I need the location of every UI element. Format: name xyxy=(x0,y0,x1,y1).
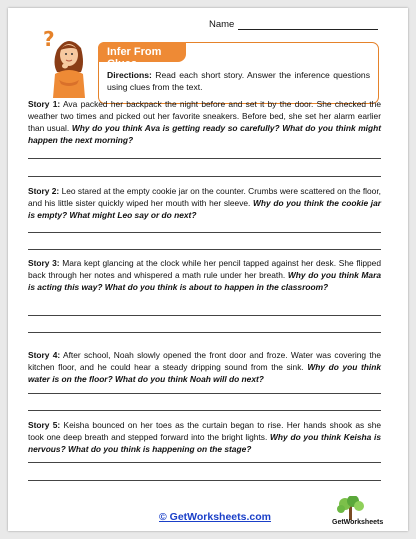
story-label: Story 1: xyxy=(28,99,61,109)
story-text: Leo stared at the empty cookie jar on the counter. Crumbs were scattered on the floor, and his little sister quickly wiped her mouth with her sleeve. xyxy=(28,186,381,208)
answer-line[interactable] xyxy=(28,332,381,333)
story-4 xyxy=(28,349,381,385)
answer-line[interactable] xyxy=(28,410,381,411)
story-question: Why do you think Ava is getting ready so carefully? What do you think might happen the next morning? xyxy=(28,123,381,145)
title-box xyxy=(98,42,379,104)
thinking-girl-icon xyxy=(43,28,93,98)
directions-text: Read each short story. Answer the inference questions using clues from the text. xyxy=(107,70,370,92)
answer-line[interactable] xyxy=(28,480,381,481)
worksheet-page xyxy=(8,8,408,531)
answer-line[interactable] xyxy=(28,393,381,394)
story-question: Why do you think Keisha is nervous? What do you think is happening on the stage? xyxy=(28,432,381,454)
worksheet-title: Infer From Clues xyxy=(107,46,162,70)
story-label: Story 2: xyxy=(28,186,60,196)
footer-link[interactable]: © GetWorksheets.com xyxy=(159,511,271,523)
answer-line[interactable] xyxy=(28,176,381,177)
story-label: Story 4: xyxy=(28,350,61,360)
answer-line[interactable] xyxy=(28,315,381,316)
story-text: Keisha bounced on her toes as the curtain began to rise. Her hands shook as she took one deep breath and stepped forward into the bright lights. xyxy=(28,420,382,442)
story-question: Why do you think water is on the floor? What do you think Noah will do next? xyxy=(28,362,381,384)
story-text: Mara kept glancing at the clock while her pencil tapped against her desk. She flipped back through her notes and whispered a math rule under her breath. xyxy=(28,258,381,280)
directions xyxy=(107,69,370,93)
logo-text: GetWorksheets xyxy=(332,519,384,526)
story-2 xyxy=(28,185,381,221)
story-label: Story 5: xyxy=(28,420,61,430)
story-1 xyxy=(28,98,381,146)
name-label: Name xyxy=(209,19,235,30)
story-3 xyxy=(28,257,381,293)
story-text: Ava packed her backpack the night before and set it by the door. She checked the weather two times and picked out her favorite sneakers. Before bed, she set her alarm earlier than usual. xyxy=(28,99,381,133)
question-mark-icon: ? xyxy=(43,28,55,51)
name-line[interactable] xyxy=(238,20,378,30)
answer-line[interactable] xyxy=(28,249,381,250)
story-5 xyxy=(28,419,381,455)
answer-line[interactable] xyxy=(28,462,381,463)
story-label: Story 3: xyxy=(28,258,60,268)
story-question: Why do you think the cookie jar is empty? What might Leo say or do next? xyxy=(28,198,381,220)
title-tab xyxy=(98,42,186,70)
directions-label: Directions: xyxy=(107,70,152,80)
name-field xyxy=(209,19,378,30)
answer-line[interactable] xyxy=(28,158,381,159)
answer-line[interactable] xyxy=(28,232,381,233)
story-question: Why do you think Mara is acting this way? What do you think is about to happen in the classroom? xyxy=(28,270,381,292)
story-text: After school, Noah slowly opened the front door and froze. Water was covering the kitchen floor, and he could hear a steady dripping sound from the sink. xyxy=(28,350,382,372)
